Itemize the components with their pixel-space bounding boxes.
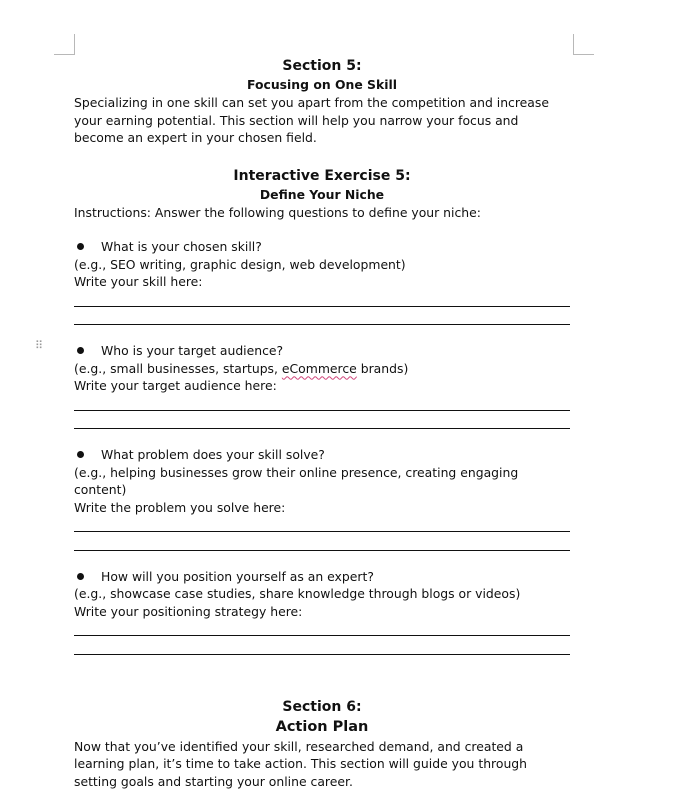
spacer — [74, 325, 570, 342]
question-1-prompt: Write your skill here: — [74, 274, 203, 289]
section6-intro: Now that you’ve identified your skill, researched demand, and created a learning plan, it’s time to take action. This section will guide you through setting goals and starting your online career. — [74, 738, 528, 789]
bullet-icon — [77, 243, 84, 250]
answer-line-2b[interactable] — [74, 411, 570, 430]
bullet-icon — [77, 347, 84, 354]
question-block-4 — [74, 568, 570, 655]
bullet-icon — [77, 573, 84, 580]
question-3-example: (e.g., helping businesses grow their online presence, creating engaging content) — [74, 464, 519, 497]
question-1-text: What is your chosen skill? — [101, 239, 262, 254]
question-2 — [74, 342, 570, 360]
question-2-example-after: brands) — [356, 360, 409, 376]
question-3-text: What problem does your skill solve? — [101, 447, 325, 462]
exercise-title: Interactive Exercise 5: — [233, 167, 411, 184]
answer-line-3a[interactable] — [74, 516, 570, 532]
crop-mark-top-left — [54, 34, 75, 55]
question-block-3 — [74, 446, 570, 551]
spacer — [74, 429, 570, 446]
section5-intro: Specializing in one skill can set you apart from the competition and increase your earning potential. This section will help you narrow your focus and become an expert in your chosen field. — [74, 95, 549, 145]
exercise-instructions: Instructions: Answer the following questions to define your niche: — [74, 204, 481, 220]
answer-line-1b[interactable] — [74, 307, 570, 326]
crop-mark-top-right — [573, 34, 594, 55]
question-2-prompt: Write your target audience here: — [74, 378, 277, 393]
spacer — [74, 551, 570, 568]
document-page — [74, 56, 570, 790]
drag-handle-icon[interactable]: ⠿ — [35, 339, 45, 352]
answer-line-2a[interactable] — [74, 395, 570, 411]
answer-line-4a[interactable] — [74, 620, 570, 636]
section6-subtitle: Action Plan — [275, 718, 369, 735]
question-4 — [74, 568, 570, 586]
spacer — [74, 655, 570, 697]
spacer — [74, 221, 570, 238]
answer-line-4b[interactable] — [74, 636, 570, 655]
question-3-prompt: Write the problem you solve here: — [74, 499, 286, 515]
question-2-example-before: (e.g., small businesses, startups, — [74, 360, 282, 376]
question-1-example: (e.g., SEO writing, graphic design, web development) — [74, 256, 406, 272]
answer-line-3b[interactable] — [74, 532, 570, 551]
question-2-text: Who is your target audience? — [101, 343, 284, 358]
question-block-1 — [74, 238, 570, 325]
question-4-text: How will you position yourself as an expert? — [101, 568, 374, 584]
question-4-prompt: Write your positioning strategy here: — [74, 603, 303, 619]
section5-title: Section 5: — [282, 58, 362, 74]
section5-subtitle: Focusing on One Skill — [247, 77, 397, 92]
question-1 — [74, 238, 570, 256]
question-4-example: (e.g., showcase case studies, share knowledge through blogs or videos) — [74, 586, 521, 601]
answer-line-1a[interactable] — [74, 291, 570, 307]
exercise-subtitle: Define Your Niche — [259, 186, 385, 202]
question-block-2 — [74, 342, 570, 429]
question-2-example — [74, 360, 570, 378]
spacer — [74, 147, 570, 166]
spelling-flag-ecommerce[interactable]: eCommerce — [281, 360, 357, 376]
section6-title: Section 6: — [282, 698, 362, 715]
bullet-icon — [77, 451, 84, 458]
question-3 — [74, 446, 570, 464]
